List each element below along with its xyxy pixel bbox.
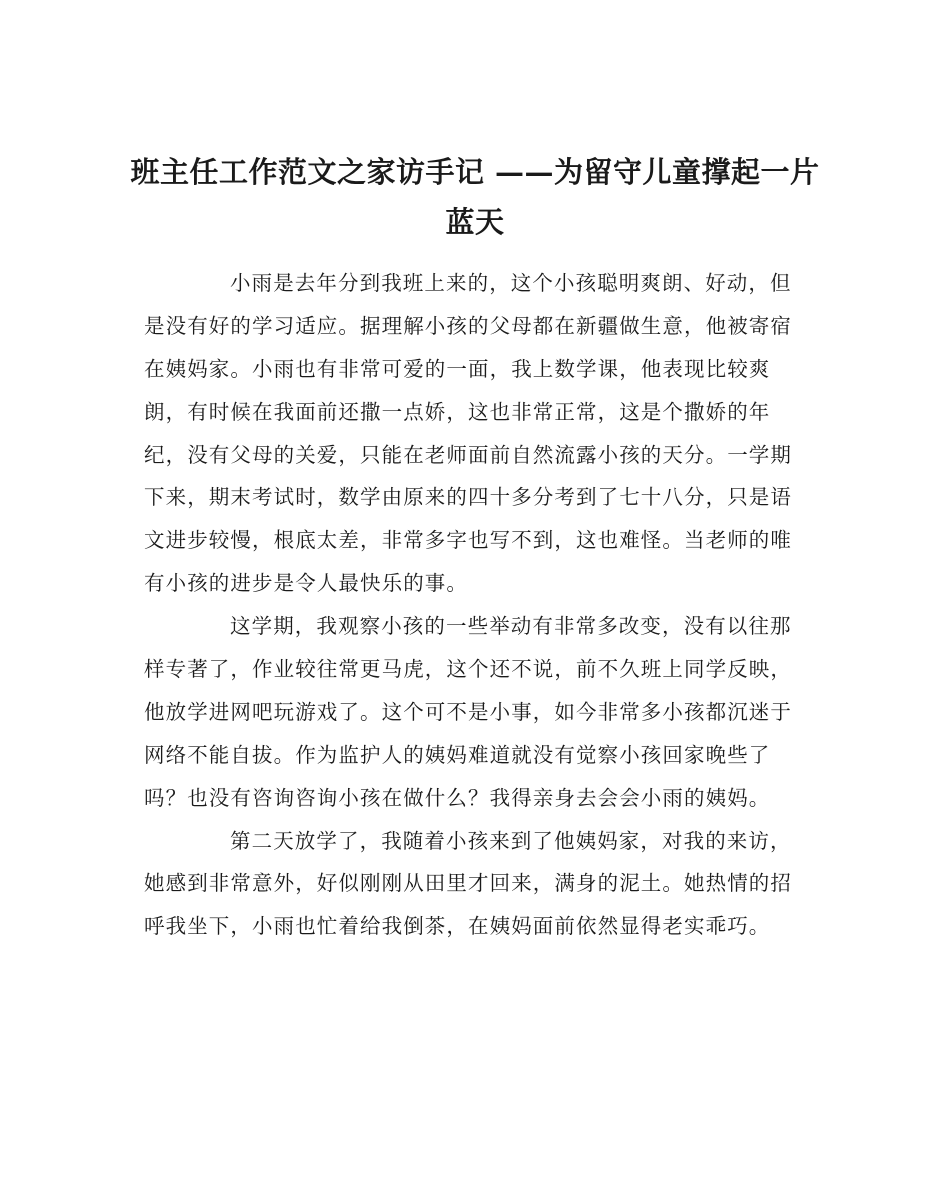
paragraph-line: 他放学进网吧玩游戏了。这个可不是小事，如今非常多小孩都沉迷于 xyxy=(144,699,792,724)
paragraph-line: 呼我坐下，小雨也忙着给我倒茶，在姨妈面前依然显得老实乖巧。 xyxy=(144,914,771,939)
paragraph-line: 是没有好的学习适应。据理解小孩的父母都在新疆做生意，他被寄宿 xyxy=(144,313,792,338)
paragraph-line: 文进步较慢，根底太差，非常多字也写不到，这也难怪。当老师的唯 xyxy=(144,528,792,553)
paragraph-line: 在姨妈家。小雨也有非常可爱的一面，我上数学课，他表现比较爽 xyxy=(144,356,771,381)
paragraph-line: 她感到非常意外，好似刚刚从田里才回来，满身的泥土。她热情的招 xyxy=(144,871,792,896)
paragraph-line: 纪，没有父母的关爱，只能在老师面前自然流露小孩的天分。一学期 xyxy=(144,442,792,467)
paragraph-line: 这学期，我观察小孩的一些举动有非常多改变，没有以往那 xyxy=(230,614,792,639)
document-title xyxy=(120,147,830,247)
title-line: 班主任工作范文之家访手记 ——为留守儿童撑起一片 xyxy=(130,155,820,190)
paragraph xyxy=(144,262,804,605)
paragraph-line: 下来，期末考试时，数学由原来的四十多分考到了七十八分，只是语 xyxy=(144,485,792,510)
paragraph xyxy=(144,605,804,819)
paragraph xyxy=(144,820,804,949)
paragraph-line: 朗，有时候在我面前还撒一点娇，这也非常正常，这是个撒娇的年 xyxy=(144,399,771,424)
paragraph-line: 样专著了，作业较往常更马虎，这个还不说，前不久班上同学反映， xyxy=(144,657,792,682)
paragraph-line: 小雨是去年分到我班上来的，这个小孩聪明爽朗、好动，但 xyxy=(230,271,792,295)
paragraph-line: 吗？也没有咨询咨询小孩在做什么？我得亲身去会会小雨的姨妈。 xyxy=(144,785,771,810)
title-line: 蓝天 xyxy=(445,205,505,240)
paragraph-line: 第二天放学了，我随着小孩来到了他姨妈家，对我的来访， xyxy=(230,828,792,853)
paragraph-line: 网络不能自拔。作为监护人的姨妈难道就没有觉察小孩回家晚些了 xyxy=(144,742,771,767)
paragraph-line: 有小孩的进步是令人最快乐的事。 xyxy=(144,571,468,596)
document-body xyxy=(144,262,804,948)
